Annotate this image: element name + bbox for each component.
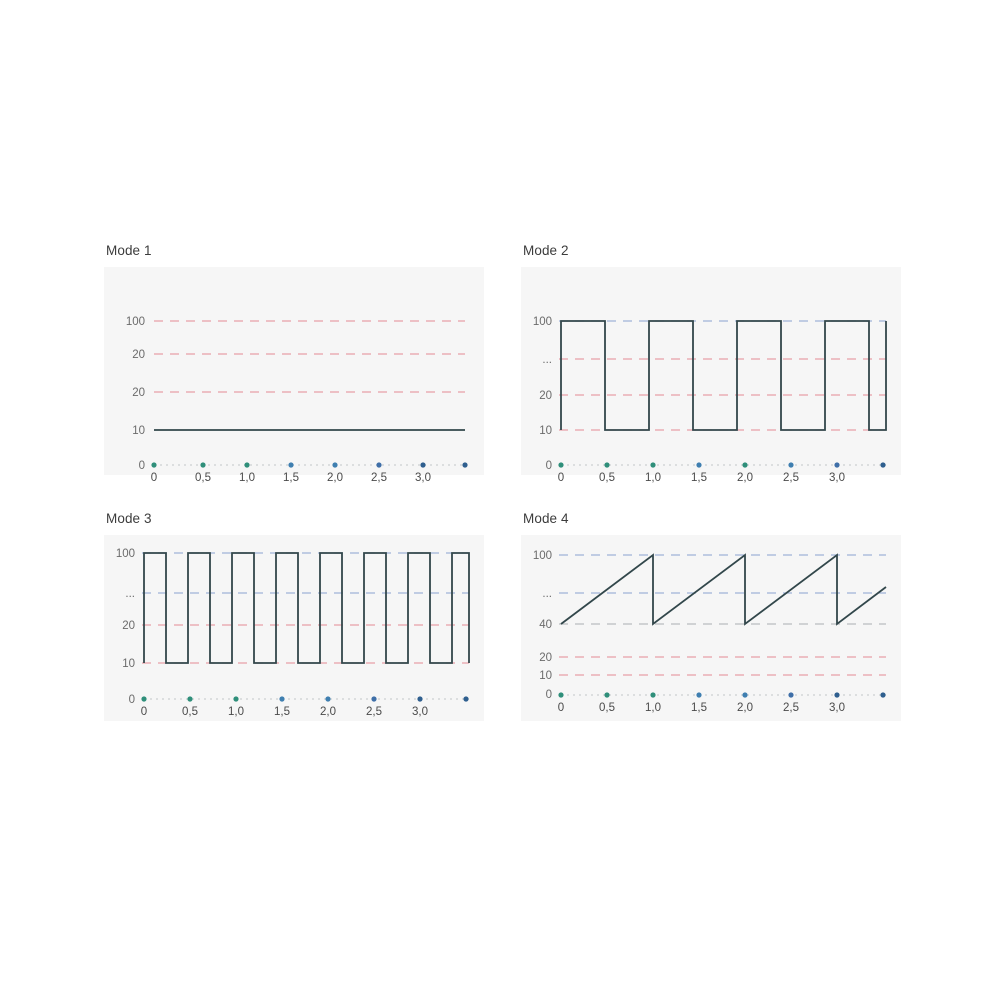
chart-mode-3-svg xyxy=(104,535,484,721)
y-tick-label: 20 xyxy=(539,390,552,402)
x-tick-label: 1,5 xyxy=(274,706,290,718)
chart-mode-4-svg xyxy=(521,535,901,721)
y-tick-label: 100 xyxy=(532,550,552,562)
panel-title-mode-1: Mode 1 xyxy=(106,243,152,258)
y-tick-label: ... xyxy=(125,588,135,600)
y-tick-label: 40 xyxy=(539,619,552,631)
y-tick-label: 0 xyxy=(545,460,552,472)
chart-mode-1 xyxy=(104,267,484,484)
y-tick-label: ... xyxy=(542,354,552,366)
y-tick-label: 10 xyxy=(539,425,552,437)
panel-mode-4 xyxy=(521,511,901,721)
x-axis-labels-mode-2 xyxy=(521,465,901,487)
y-tick-label: 0 xyxy=(128,694,135,706)
x-tick-label: 1,5 xyxy=(283,472,299,484)
y-tick-label: 10 xyxy=(539,670,552,682)
y-tick-label: ... xyxy=(542,588,552,600)
chart-mode-4 xyxy=(521,535,901,721)
x-tick-label: 2,0 xyxy=(327,472,343,484)
x-tick-label: 3,0 xyxy=(415,472,431,484)
y-tick-label: 0 xyxy=(138,460,145,472)
y-axis-labels-mode-1 xyxy=(126,316,145,472)
x-tick-label: 2,0 xyxy=(737,472,753,484)
x-tick-label: 2,5 xyxy=(783,472,799,484)
y-tick-label: 20 xyxy=(132,387,145,399)
chart-mode-2 xyxy=(521,267,901,484)
x-tick-label: 0,5 xyxy=(599,702,615,714)
series-line-mode-2 xyxy=(561,321,886,430)
x-tick-label: 2,0 xyxy=(737,702,753,714)
panel-mode-1 xyxy=(104,243,484,484)
gridlines-mode-1 xyxy=(154,321,465,392)
x-tick-label: 0,5 xyxy=(599,472,615,484)
gridlines-mode-2 xyxy=(559,321,886,430)
x-tick-label: 1,0 xyxy=(228,706,244,718)
x-tick-label: 1,5 xyxy=(691,702,707,714)
y-axis-labels-mode-2 xyxy=(533,316,552,472)
y-tick-label: 100 xyxy=(125,316,145,328)
panel-title-mode-4: Mode 4 xyxy=(523,511,569,526)
chart-mode-3 xyxy=(104,535,484,721)
y-tick-label: 20 xyxy=(539,652,552,664)
x-tick-label: 2,5 xyxy=(783,702,799,714)
x-tick-label: 3,0 xyxy=(412,706,428,718)
x-tick-label: 0,5 xyxy=(195,472,211,484)
x-tick-label: 3,0 xyxy=(829,472,845,484)
y-tick-label: 10 xyxy=(122,658,135,670)
panel-grid xyxy=(104,243,901,748)
y-tick-label: 10 xyxy=(132,425,145,437)
x-tick-label: 3,0 xyxy=(829,702,845,714)
x-tick-label: 0 xyxy=(557,472,565,484)
x-tick-label: 1,5 xyxy=(691,472,707,484)
x-tick-label: 2,5 xyxy=(371,472,387,484)
gridlines-mode-3 xyxy=(142,553,469,663)
panel-mode-3 xyxy=(104,511,484,721)
x-tick-label: 0 xyxy=(150,472,158,484)
x-axis-labels-mode-1 xyxy=(104,465,484,487)
panel-title-mode-2: Mode 2 xyxy=(523,243,569,258)
y-axis-labels-mode-3 xyxy=(116,548,135,706)
x-tick-label: 2,5 xyxy=(366,706,382,718)
y-tick-label: 20 xyxy=(122,620,135,632)
x-tick-label: 1,0 xyxy=(645,472,661,484)
y-tick-label: 20 xyxy=(132,349,145,361)
y-tick-label: 100 xyxy=(532,316,552,328)
x-tick-label: 1,0 xyxy=(645,702,661,714)
x-tick-label: 0 xyxy=(140,706,148,718)
x-axis-labels-mode-3 xyxy=(104,699,484,721)
series-line-mode-4 xyxy=(561,555,886,624)
x-tick-label: 0 xyxy=(557,702,565,714)
series-line-mode-3 xyxy=(144,553,469,663)
y-axis-labels-mode-4 xyxy=(533,550,552,701)
panel-title-mode-3: Mode 3 xyxy=(106,511,152,526)
x-tick-label: 0,5 xyxy=(182,706,198,718)
x-tick-label: 1,0 xyxy=(239,472,255,484)
y-tick-label: 100 xyxy=(115,548,135,560)
chart-mode-1-svg xyxy=(104,267,484,475)
x-tick-label: 2,0 xyxy=(320,706,336,718)
chart-mode-2-svg xyxy=(521,267,901,475)
x-axis-labels-mode-4 xyxy=(521,695,901,717)
panel-mode-2 xyxy=(521,243,901,484)
y-tick-label: 0 xyxy=(545,689,552,701)
